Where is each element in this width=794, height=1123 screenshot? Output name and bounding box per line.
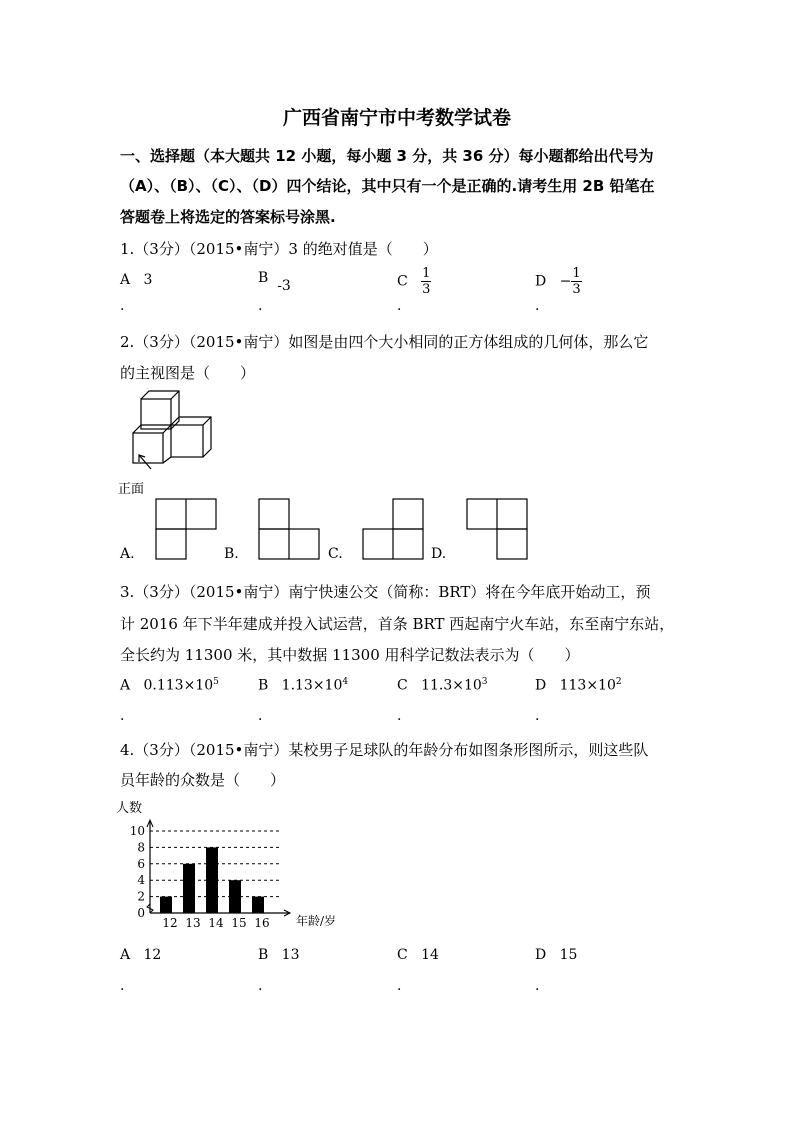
option-exponent: 4	[342, 677, 349, 687]
x-tick-label: 15	[231, 916, 247, 930]
option-value: 13	[281, 947, 300, 963]
y-tick-label: 10	[129, 824, 145, 838]
option-value: 3	[143, 272, 153, 288]
bar	[229, 880, 241, 913]
option-letter: C	[397, 947, 408, 963]
q3-option-d	[535, 677, 622, 694]
front-view-label: 正面	[118, 482, 145, 497]
option-letter: C	[397, 273, 408, 290]
bar	[183, 864, 195, 913]
q2-option-a-figure	[155, 497, 219, 563]
option-letter: B	[258, 270, 269, 286]
fraction	[571, 266, 581, 297]
fraction	[421, 266, 431, 297]
option-dot: .	[535, 298, 540, 314]
y-axis-label: 人数	[116, 801, 143, 816]
numerator: 1	[422, 266, 431, 281]
option-dot: .	[258, 978, 263, 994]
option-letter: D	[535, 273, 547, 290]
q4-option-b	[258, 947, 299, 963]
q2-option-d-label: D.	[431, 546, 447, 562]
bar	[206, 847, 218, 913]
option-exponent: 3	[481, 677, 488, 687]
numerator: 1	[572, 266, 581, 281]
question-4-line2: 员年龄的众数是（ ）	[120, 771, 286, 789]
option-letter: A	[120, 677, 131, 694]
option-letter: D	[535, 947, 547, 963]
option-exponent: 5	[213, 677, 219, 687]
option-base: 0.113×10	[143, 677, 214, 694]
option-dot: .	[397, 978, 402, 994]
option-letter: B	[258, 677, 269, 694]
q1-option-b	[258, 270, 291, 294]
option-value: 12	[143, 947, 162, 963]
option-letter: A	[120, 947, 131, 963]
option-dot: .	[258, 708, 263, 724]
option-letter: A	[120, 272, 131, 288]
option-letter: B	[258, 947, 269, 963]
option-dot: .	[120, 298, 125, 314]
q4-option-d	[535, 947, 577, 963]
q1-option-a	[120, 272, 152, 288]
q4-option-c	[397, 947, 439, 963]
option-dot: .	[535, 978, 540, 994]
x-tick-label: 16	[254, 916, 270, 930]
q2-option-a-label: A.	[120, 546, 135, 562]
q3-option-a	[120, 677, 219, 694]
x-axis-label: 年龄/岁	[296, 914, 337, 928]
option-dot: .	[120, 978, 125, 994]
question-1-stem: 1.（3分）（2015•南宁）3 的绝对值是（ ）	[120, 240, 438, 258]
option-value: -3	[277, 278, 291, 294]
q2-option-b-figure	[258, 497, 322, 563]
q1-option-c	[397, 266, 431, 297]
question-3-line3: 全长约为 11300 米，其中数据 11300 用科学记数法表示为（ ）	[120, 646, 580, 664]
section-heading-line1: 一、选择题（本大题共 12 小题，每小题 3 分，共 36 分）每小题都给出代号为	[120, 147, 654, 165]
option-exponent: 2	[615, 677, 622, 687]
option-base: 113×10	[559, 677, 616, 694]
question-4-line1: 4.（3分）（2015•南宁）某校男子足球队的年龄分布如图条形图所示，则这些队	[120, 741, 649, 759]
option-dot: .	[258, 298, 263, 314]
option-dot: .	[120, 708, 125, 724]
denominator: 3	[422, 282, 431, 297]
y-tick-label: 8	[137, 840, 145, 855]
option-value: 14	[421, 947, 439, 963]
minus-sign: −	[559, 273, 572, 290]
denominator: 3	[572, 282, 581, 297]
option-base: 11.3×10	[421, 677, 482, 694]
page-title: 广西省南宁市中考数学试卷	[282, 107, 511, 129]
section-heading-line2: （A）、（B）、（C）、（D）四个结论，其中只有一个是正确的.请考生用 2B 铅笔在	[120, 177, 655, 195]
bar	[252, 897, 264, 913]
y-tick-label: 4	[137, 873, 145, 888]
q2-option-c-figure	[362, 497, 426, 563]
x-tick-label: 14	[208, 916, 224, 930]
option-dot: .	[397, 298, 402, 314]
option-dot: .	[535, 708, 540, 724]
x-tick-label: 12	[162, 916, 178, 930]
question-3-line2: 计 2016 年下半年建成并投入试运营，首条 BRT 西起南宁火车站，东至南宁东站，	[120, 615, 675, 633]
q3-option-b	[258, 677, 348, 694]
option-base: 1.13×10	[281, 677, 343, 694]
x-tick-label: 13	[185, 916, 201, 930]
bar	[160, 897, 172, 913]
section-heading-line3: 答题卷上将选定的答案标号涂黑.	[120, 208, 336, 226]
y-tick-label: 2	[137, 889, 145, 904]
option-dot: .	[397, 708, 402, 724]
q4-option-a	[120, 947, 161, 963]
option-value: 15	[559, 947, 578, 963]
q2-option-c-label: C.	[328, 546, 343, 562]
y-tick-label: 0	[137, 906, 145, 920]
question-3-line1: 3.（3分）（2015•南宁）南宁快速公交（简称：BRT）将在今年底开始动工，预	[120, 583, 651, 601]
q2-option-d-figure	[466, 497, 530, 563]
q2-option-b-label: B.	[224, 546, 239, 562]
question-2-line1: 2.（3分）（2015•南宁）如图是由四个大小相同的正方体组成的几何体，那么它	[120, 333, 649, 351]
y-tick-label: 6	[137, 856, 145, 871]
q3-option-c	[397, 677, 488, 694]
q1-option-d	[535, 266, 582, 297]
question-2-line2: 的主视图是（ ）	[120, 364, 256, 382]
age-bar-chart	[110, 797, 350, 937]
option-letter: C	[397, 677, 408, 694]
option-letter: D	[535, 677, 547, 694]
